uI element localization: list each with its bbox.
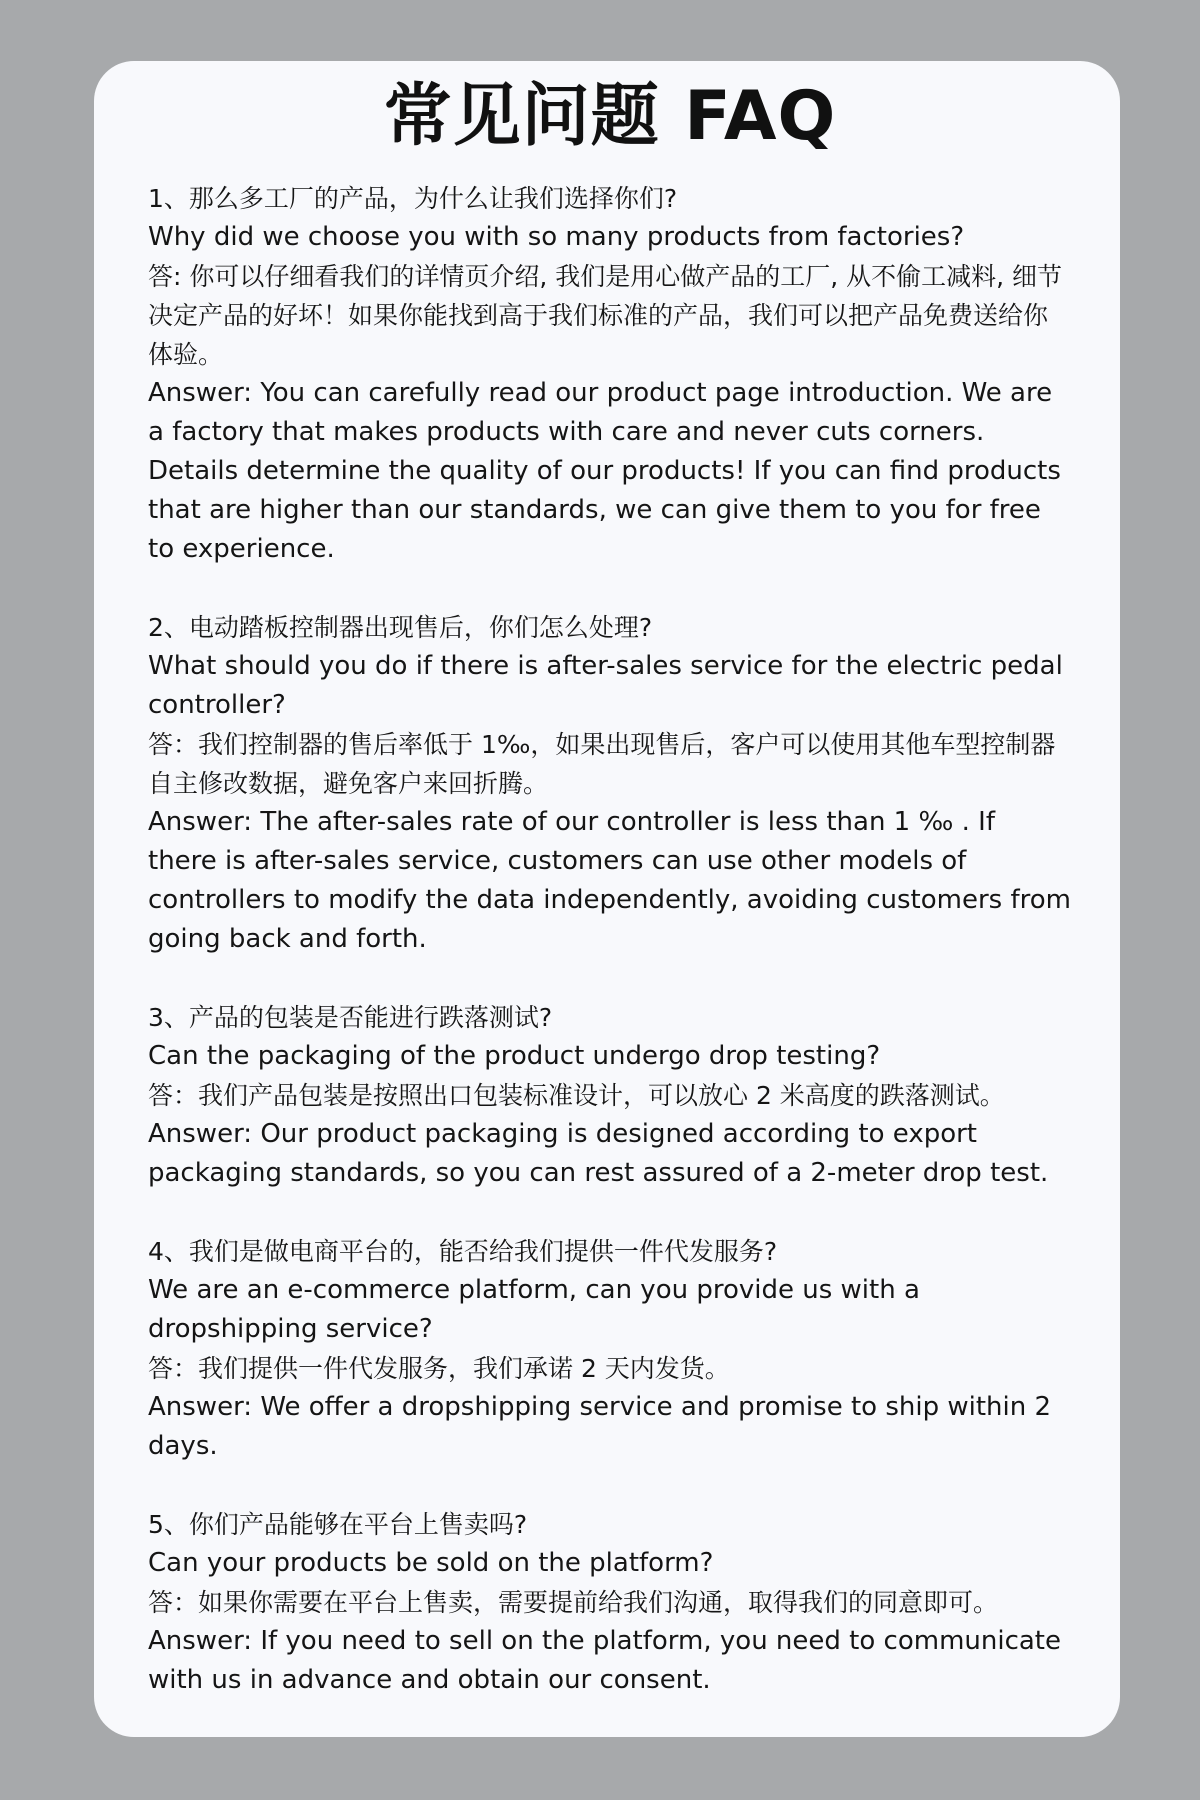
faq-item	[148, 1505, 1072, 1700]
question-zh: 2、电动踏板控制器出现售后，你们怎么处理?	[148, 613, 653, 642]
answer-zh: 答：我们控制器的售后率低于 1‰，如果出现售后，客户可以使用其他车型控制器自主修改数据，避免客户来回折腾。	[148, 730, 1056, 798]
question-en: Why did we choose you with so many products from factories?	[148, 222, 965, 252]
question-zh: 4、我们是做电商平台的，能否给我们提供一件代发服务?	[148, 1237, 778, 1266]
faq-card	[94, 61, 1120, 1737]
page-title: 常见问题 FAQ	[383, 77, 837, 156]
faq-item	[148, 608, 1072, 959]
answer-en: Answer: You can carefully read our product page introduction. We are a factory that makes products with care and never cuts corners. Details determine the quality of our products! If you can find products that are higher than our standards, we can give them to you for free to experience.	[148, 378, 1061, 564]
answer-en: Answer: We offer a dropshipping service and promise to ship within 2 days.	[148, 1392, 1052, 1461]
faq-list	[148, 179, 1072, 1700]
answer-en: Answer: If you need to sell on the platform, you need to communicate with us in advance and obtain our consent.	[148, 1626, 1061, 1695]
question-en: Can the packaging of the product undergo drop testing?	[148, 1041, 881, 1071]
question-zh: 5、你们产品能够在平台上售卖吗?	[148, 1510, 528, 1539]
question-en: Can your products be sold on the platform?	[148, 1548, 714, 1578]
question-zh: 3、产品的包装是否能进行跌落测试?	[148, 1003, 553, 1032]
answer-en: Answer: The after-sales rate of our controller is less than 1 ‰ . If there is after-sales service, customers can use other models of controllers to modify the data independently, avoiding customers from going back and forth.	[148, 807, 1071, 954]
answer-zh: 答: 你可以仔细看我们的详情页介绍, 我们是用心做产品的工厂, 从不偷工减料, 细节决定产品的好坏！如果你能找到高于我们标准的产品，我们可以把产品免费送给你体验。	[148, 262, 1063, 369]
question-en: What should you do if there is after-sales service for the electric pedal controller?	[148, 651, 1063, 720]
answer-zh: 答：我们提供一件代发服务，我们承诺 2 天内发货。	[148, 1354, 730, 1383]
question-en: We are an e-commerce platform, can you provide us with a dropshipping service?	[148, 1275, 920, 1344]
faq-item	[148, 998, 1072, 1193]
answer-zh: 答：我们产品包装是按照出口包装标准设计，可以放心 2 米高度的跌落测试。	[148, 1081, 1005, 1110]
answer-en: Answer: Our product packaging is designed according to export packaging standards, so you can rest assured of a 2-meter drop test.	[148, 1119, 1049, 1188]
faq-item	[148, 179, 1072, 569]
faq-item	[148, 1232, 1072, 1466]
answer-zh: 答：如果你需要在平台上售卖，需要提前给我们沟通，取得我们的同意即可。	[148, 1588, 999, 1617]
question-zh: 1、那么多工厂的产品，为什么让我们选择你们?	[148, 184, 678, 213]
